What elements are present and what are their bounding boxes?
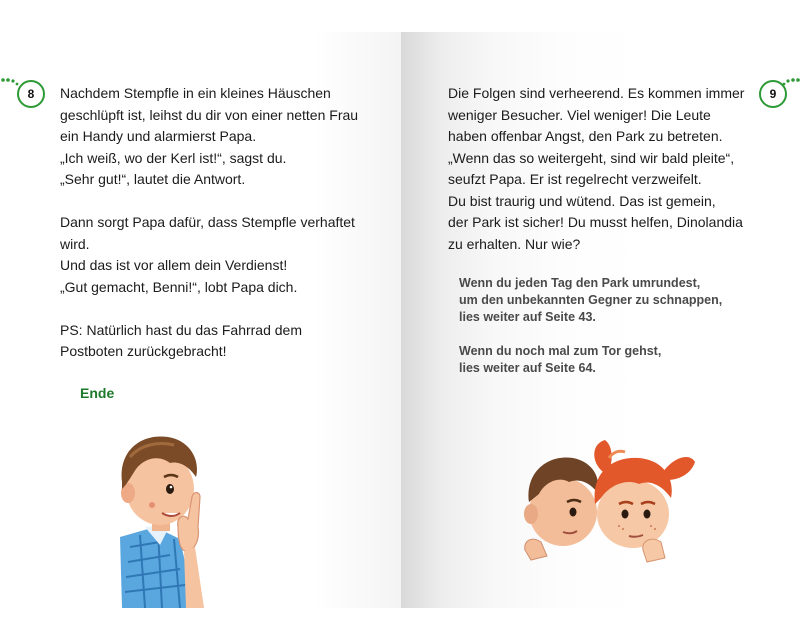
choice-line: lies weiter auf Seite 64. bbox=[459, 361, 596, 375]
right-page-text bbox=[448, 83, 744, 255]
two-kids-peeking-illustration bbox=[513, 432, 703, 567]
text-line: haben offenbar Angst, den Park zu betreten. bbox=[448, 128, 723, 144]
text-line: Nachdem Stempfle in ein kleines Häuschen bbox=[60, 85, 331, 101]
page-number-right: 9 bbox=[759, 80, 787, 108]
text-line: Postboten zurückgebracht! bbox=[60, 343, 227, 359]
text-line: Du bist traurig und wütend. Das ist gemein, bbox=[448, 192, 716, 209]
page-dots-icon bbox=[781, 74, 800, 96]
boy-shushing-illustration bbox=[100, 427, 230, 608]
page-number-left: 8 bbox=[17, 80, 45, 108]
paragraph-gap bbox=[60, 191, 358, 213]
choice-option-2 bbox=[459, 343, 661, 377]
choice-option-1 bbox=[459, 275, 722, 326]
text-line: Und das ist vor allem dein Verdienst! bbox=[60, 257, 288, 273]
choice-line: um den unbekannten Gegner zu schnappen, bbox=[459, 293, 723, 307]
text-line: der Park ist sicher! Du musst helfen, Dinolandia bbox=[448, 214, 743, 230]
left-page bbox=[0, 32, 401, 608]
text-line: PS: Natürlich hast du das Fahrrad dem bbox=[60, 321, 303, 338]
choice-line: Wenn du noch mal zum Tor gehst, bbox=[459, 344, 662, 358]
book-spread bbox=[0, 32, 800, 608]
choice-line: lies weiter auf Seite 43. bbox=[459, 310, 596, 324]
text-line: ein Handy und alarmierst Papa. bbox=[60, 128, 257, 144]
text-line: „Gut gemacht, Benni!“, lobt Papa dich. bbox=[60, 278, 298, 295]
paragraph-gap bbox=[60, 298, 358, 320]
text-line: „Ich weiß, wo der Kerl ist!“, sagst du. bbox=[60, 149, 287, 166]
ending-label: Ende bbox=[80, 385, 115, 401]
text-line: „Sehr gut!“, lautet die Antwort. bbox=[60, 171, 246, 187]
text-line: Dann sorgt Papa dafür, dass Stempfle verhaftet bbox=[60, 214, 355, 230]
left-page-text bbox=[60, 83, 358, 363]
text-line: weniger Besucher. Viel weniger! Die Leute bbox=[448, 106, 711, 123]
text-line: wird. bbox=[60, 235, 90, 252]
text-line: Die Folgen sind verheerend. Es kommen immer bbox=[448, 85, 745, 101]
text-line: zu erhalten. Nur wie? bbox=[448, 235, 581, 252]
text-line: „Wenn das so weitergeht, sind wir bald pleite“, bbox=[448, 149, 735, 166]
text-line: geschlüpft ist, leihst du dir von einer netten Frau bbox=[60, 106, 359, 123]
text-line: seufzt Papa. Er ist regelrecht verzweifelt. bbox=[448, 171, 702, 187]
choice-line: Wenn du jeden Tag den Park umrundest, bbox=[459, 276, 701, 290]
right-page bbox=[401, 32, 800, 608]
